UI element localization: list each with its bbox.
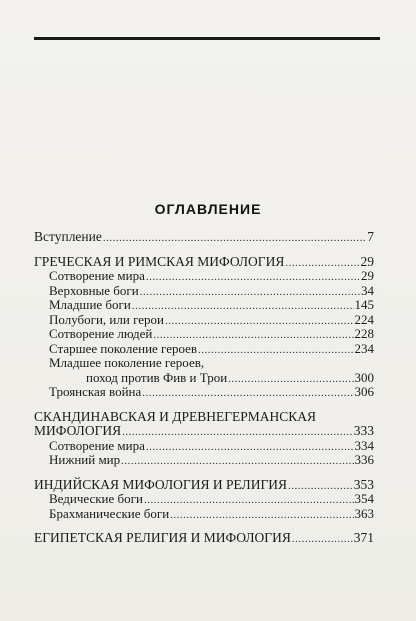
toc-entry [34, 492, 374, 507]
toc-entry-page: 29 [360, 253, 374, 269]
toc-entry-text: Старшее поколение героев [49, 340, 198, 356]
toc-entry [34, 385, 374, 400]
leader-dots [288, 479, 353, 494]
toc-entry-page: 334 [354, 437, 374, 453]
toc-entry-text: Сотворение мира [49, 437, 145, 453]
toc-entry-page: 354 [354, 491, 374, 506]
leader-dots [122, 425, 353, 440]
toc-entry-text: Ведические боги [49, 491, 143, 506]
toc-entry-page: 34 [361, 282, 374, 298]
leader-dots [140, 285, 360, 300]
toc-entry-page: 234 [354, 340, 374, 356]
toc-section-scandinavian: СКАНДИНАВСКАЯ И ДРЕВНЕГЕРМАНСКАЯ [34, 408, 317, 424]
toc-entry-text: Троянская война [49, 384, 142, 399]
toc-entry [34, 313, 374, 328]
toc-entry [34, 342, 374, 357]
toc-section-greek-roman [34, 255, 374, 270]
toc-entry [34, 327, 374, 342]
leader-dots [165, 314, 354, 329]
toc-entry [34, 453, 374, 468]
toc-entry-page: 353 [353, 476, 374, 492]
toc-entry [34, 298, 374, 313]
toc-entry-introduction [34, 230, 374, 245]
toc-entry [34, 371, 374, 386]
toc-entry-text: Нижний мир [49, 452, 121, 467]
toc-entry-page: 336 [354, 452, 374, 467]
toc-entry-text: Сотворение мира [49, 268, 145, 283]
toc-section-egyptian [34, 531, 374, 546]
toc-entry-text: ЕГИПЕТСКАЯ РЕЛИГИЯ И МИФОЛОГИЯ [34, 530, 291, 545]
toc-title: ОГЛАВЛЕНИЕ [154, 201, 262, 217]
toc-entry-text: Младшее поколение героев, [49, 355, 205, 370]
leader-dots [146, 440, 354, 455]
leader-dots [144, 493, 354, 508]
toc-entry-text: Брахманические боги [49, 505, 170, 521]
table-of-contents [34, 230, 374, 546]
leader-dots [121, 454, 353, 469]
toc-entry [34, 284, 374, 299]
toc-entry-text: МИФОЛОГИЯ [34, 423, 122, 438]
toc-entry-page: 29 [361, 268, 374, 283]
leader-dots [103, 231, 366, 246]
toc-entry-page: 300 [354, 369, 374, 385]
toc-section-indian [34, 478, 374, 493]
toc-entry-page: 333 [353, 423, 374, 438]
toc-entry-text: Младшие боги [49, 297, 131, 312]
toc-section-scandinavian-cont [34, 424, 374, 439]
toc-entry-text: Полубоги, или герои [49, 311, 164, 327]
toc-entry-text: Верховные боги [49, 282, 139, 298]
toc-entry-page: 306 [354, 384, 374, 399]
toc-entry-text: поход против Фив и Трои [86, 369, 228, 385]
leader-dots [198, 343, 353, 358]
toc-entry-text: Вступление [34, 229, 102, 244]
toc-entry-page: 363 [354, 505, 374, 521]
toc-entry [34, 269, 374, 284]
leader-dots [142, 386, 353, 401]
toc-entry-text: ГРЕЧЕСКАЯ И РИМСКАЯ МИФОЛОГИЯ [34, 253, 285, 269]
toc-entry [34, 439, 374, 454]
toc-entry-page: 145 [354, 297, 374, 312]
leader-dots [228, 372, 353, 387]
toc-entry-text: ИНДИЙСКАЯ МИФОЛОГИЯ И РЕЛИГИЯ [34, 476, 288, 492]
toc-entry-page: 371 [353, 530, 374, 545]
toc-entry-page: 224 [354, 311, 374, 327]
toc-entry [34, 507, 374, 522]
leader-dots [292, 532, 353, 547]
leader-dots [146, 270, 360, 285]
toc-entry-page: 228 [354, 326, 374, 341]
leader-dots [170, 508, 353, 523]
toc-entry-page: 7 [367, 229, 374, 244]
leader-dots [132, 299, 354, 314]
toc-entry-text: Сотворение людей [49, 326, 153, 341]
top-rule [34, 37, 380, 40]
leader-dots [285, 256, 359, 271]
